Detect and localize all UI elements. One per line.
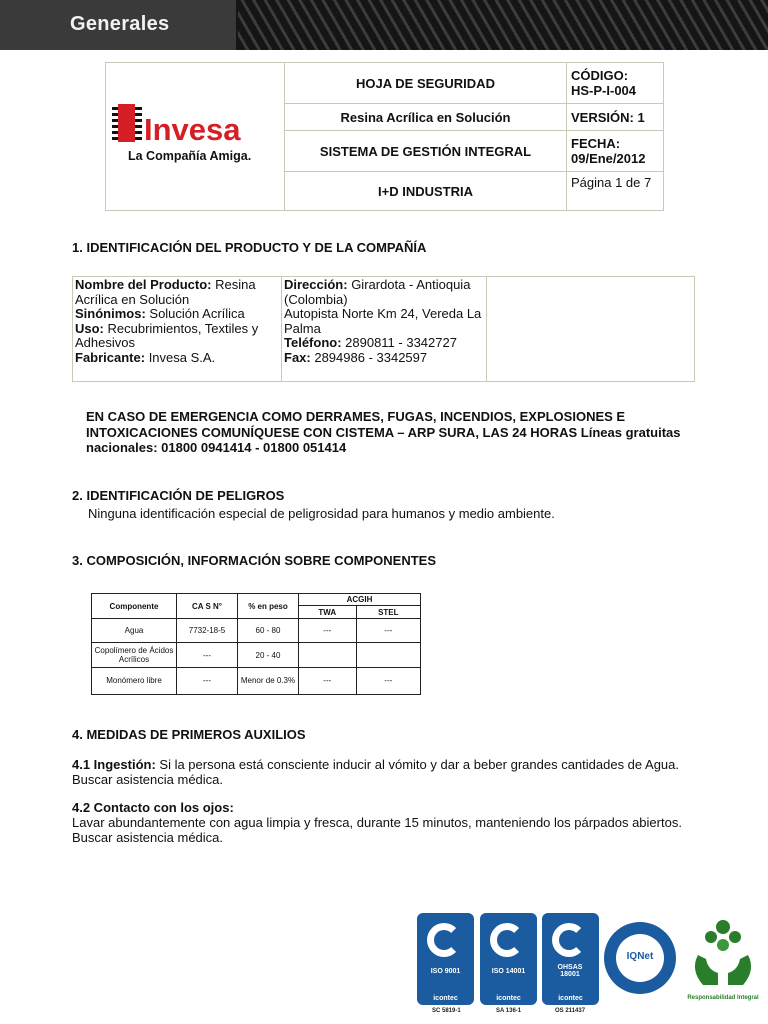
emergency-notice: EN CASO DE EMERGENCIA COMO DERRAMES, FUGAS, INCENDIOS, EXPLOSIONES E INTOXICACIONES COMUNÍQUESE CON CISTEMA – ARP SURA, LAS 24 HORAS Líneas gratuitas nacionales: 01800 0941414 - 01800 051414	[86, 409, 681, 455]
top-banner	[0, 0, 768, 50]
cert-label: OHSAS 18001	[557, 964, 583, 978]
cell-cas: ---	[177, 667, 238, 694]
banner-pattern	[238, 0, 768, 50]
code-label: CÓDIGO:	[571, 68, 629, 83]
date-value: 09/Ene/2012	[571, 151, 646, 166]
date-label: FECHA:	[571, 136, 621, 151]
cell-stel: ---	[356, 619, 420, 643]
product-info-cell	[73, 277, 282, 382]
iso9001-badge	[417, 913, 474, 1005]
cert-label: ISO 9001	[430, 968, 461, 975]
cert-brand: icontec	[433, 995, 458, 1002]
col-stel-header: STEL	[356, 606, 420, 619]
eyes-label: 4.2 Contacto con los ojos:	[72, 800, 234, 815]
fax-value: 2894986 - 3342597	[310, 349, 428, 365]
document-header-table	[105, 62, 664, 211]
invesa-logo	[110, 104, 258, 166]
cert-code: SC 5819-1	[432, 1008, 461, 1014]
cert-code: OS 211437	[555, 1008, 586, 1014]
col-acgih-header: ACGIH	[299, 594, 421, 606]
address-label: Dirección:	[284, 277, 348, 292]
cell-weight: 20 - 40	[238, 643, 299, 667]
cell-stel: ---	[356, 667, 420, 694]
cell-twa: ---	[299, 667, 357, 694]
code-cell	[567, 63, 664, 104]
ingestion-paragraph	[72, 757, 696, 787]
page-number: Página 1 de 7	[567, 172, 664, 211]
iso14001-badge	[480, 913, 537, 1005]
product-cell: Resina Acrílica en Solución	[285, 104, 567, 131]
col-cas-header: CA S N°	[177, 594, 238, 619]
cert-brand: icontec	[558, 995, 583, 1002]
table-row	[92, 619, 421, 643]
cell-component: Monómero libre	[92, 667, 177, 694]
use-label: Uso:	[75, 320, 104, 336]
use-value: Recubrimientos, Textiles y Adhesivos	[75, 320, 259, 351]
cert-brand: icontec	[496, 995, 521, 1002]
cell-twa	[299, 643, 357, 667]
empty-cell	[487, 277, 695, 382]
date-cell	[567, 131, 664, 172]
eyes-text: Lavar abundantemente con agua limpia y fresca, durante 15 minutos, manteniendo los párpados abiertos. Buscar asistencia médica.	[72, 815, 682, 845]
identification-table	[72, 276, 695, 382]
col-twa-header: TWA	[299, 606, 357, 619]
synonyms-label: Sinónimos:	[75, 306, 146, 322]
cell-component: Copolímero de Ácidos Acrílicos	[92, 643, 177, 667]
code-value: HS-P-I-004	[571, 83, 637, 98]
icontec-mark-icon	[427, 923, 461, 957]
cell-stel	[356, 643, 420, 667]
cell-component: Agua	[92, 619, 177, 643]
icontec-mark-icon	[490, 923, 524, 957]
col-component-header: Componente	[92, 594, 177, 619]
cell-twa: ---	[299, 619, 357, 643]
logo-cell	[106, 63, 285, 211]
address-line2: Autopista Norte Km 24, Vereda La Palma	[284, 306, 482, 336]
banner-title: Generales	[70, 13, 170, 35]
cell-weight: Menor de 0.3%	[238, 667, 299, 694]
phone-value: 2890811 - 3342727	[341, 335, 457, 351]
ingestion-label: 4.1 Ingestión:	[72, 757, 156, 772]
icontec-mark-icon	[552, 923, 586, 957]
phone-label: Teléfono:	[284, 335, 342, 351]
synonyms-value: Solución Acrílica	[145, 306, 245, 322]
responsible-care-title: Responsabilidad Integral	[687, 995, 759, 1001]
logo-wordmark: Invesa	[144, 112, 241, 147]
fax-label: Fax:	[284, 349, 311, 365]
section2-body: Ninguna identificación especial de peligrosidad para humanos y medio ambiente.	[88, 506, 555, 521]
product-name-value: Resina Acrílica en Solución	[75, 277, 256, 307]
eyes-paragraph	[72, 800, 696, 845]
iqnet-label: IQNet	[626, 951, 654, 962]
table-row	[92, 667, 421, 694]
responsible-care-logo	[678, 915, 768, 1010]
logo-slogan: La Compañía Amiga.	[128, 149, 252, 163]
section3-title: 3. COMPOSICIÓN, INFORMACIÓN SOBRE COMPONENTES	[72, 553, 437, 568]
maker-label: Fabricante:	[75, 349, 146, 365]
composition-table	[91, 593, 421, 695]
ohsas18001-badge	[542, 913, 599, 1005]
system-cell: SISTEMA DE GESTIÓN INTEGRAL	[285, 131, 567, 172]
section2-title: 2. IDENTIFICACIÓN DE PELIGROS	[72, 488, 285, 503]
address-value: Girardota - Antioquia (Colombia)	[284, 277, 471, 307]
area-cell: I+D INDUSTRIA	[285, 172, 567, 211]
iqnet-seal-center	[616, 934, 664, 982]
section1-title: 1. IDENTIFICACIÓN DEL PRODUCTO Y DE LA COMPAÑÍA	[72, 240, 427, 255]
ingestion-text: Si la persona está consciente inducir al vómito y dar a beber grandes cantidades de Agua. Buscar asistencia médica.	[72, 757, 680, 787]
cert-label: ISO 14001	[491, 968, 526, 975]
maker-value: Invesa S.A.	[145, 349, 216, 365]
cell-weight: 60 - 80	[238, 619, 299, 643]
table-row	[92, 643, 421, 667]
doc-type-cell: HOJA DE SEGURIDAD	[285, 63, 567, 104]
iqnet-seal-icon	[604, 922, 676, 994]
section4-title: 4. MEDIDAS DE PRIMEROS AUXILIOS	[72, 727, 306, 742]
contact-info-cell	[282, 277, 487, 382]
cell-cas: 7732-18-5	[177, 619, 238, 643]
col-weight-header: % en peso	[238, 594, 299, 619]
product-name-label: Nombre del Producto:	[75, 277, 212, 292]
version-cell: VERSIÓN: 1	[567, 104, 664, 131]
cell-cas: ---	[177, 643, 238, 667]
responsible-care-icon	[678, 915, 768, 993]
cert-code: SA 136-1	[496, 1008, 522, 1014]
